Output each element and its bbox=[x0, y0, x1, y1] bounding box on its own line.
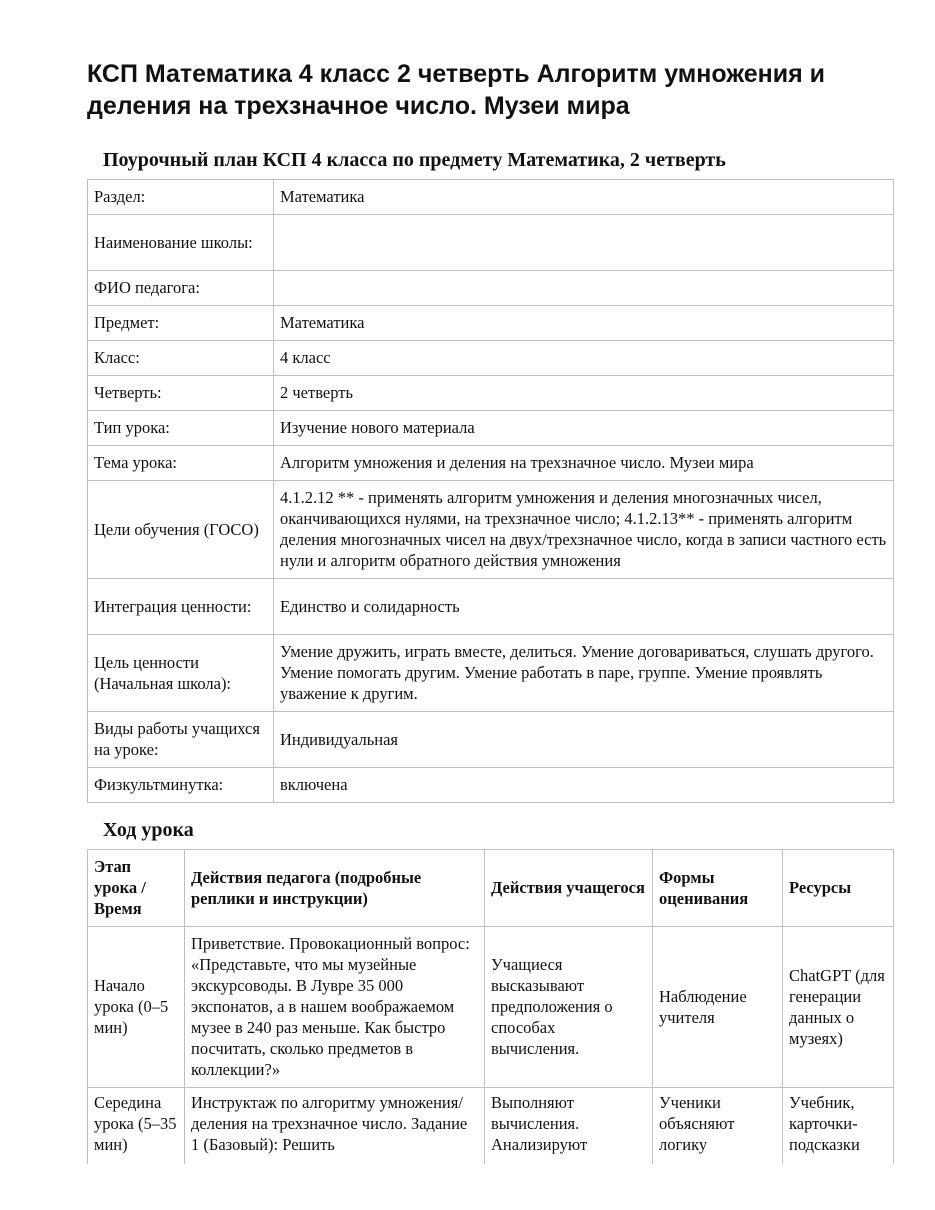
plan-value: 2 четверть bbox=[274, 376, 894, 411]
plan-label: Интеграция ценности: bbox=[88, 579, 274, 635]
plan-label: Предмет: bbox=[88, 306, 274, 341]
stage-cell: Середина урока (5–35 мин) bbox=[88, 1088, 185, 1178]
plan-value: Изучение нового материала bbox=[274, 411, 894, 446]
table-row bbox=[88, 446, 894, 481]
page-title: КСП Математика 4 класс 2 четверть Алгоритм умножения и деления на трехзначное число. Музеи мира bbox=[87, 60, 826, 120]
table-row bbox=[88, 271, 894, 306]
plan-label: ФИО педагога: bbox=[88, 271, 274, 306]
plan-value: Математика bbox=[274, 180, 894, 215]
plan-value: включена bbox=[274, 768, 894, 803]
assessment-cell: Ученики объясняют логику bbox=[653, 1088, 783, 1178]
column-header-stage: Этап урока / Время bbox=[88, 850, 185, 927]
plan-label: Тип урока: bbox=[88, 411, 274, 446]
table-row bbox=[88, 341, 894, 376]
plan-label: Цель ценности (Начальная школа): bbox=[88, 635, 274, 712]
resources-cell: ChatGPT (для генерации данных о музеях) bbox=[783, 927, 894, 1088]
assessment-cell: Наблюдение учителя bbox=[653, 927, 783, 1088]
table-row bbox=[88, 306, 894, 341]
table-row bbox=[88, 927, 894, 1088]
teacher-actions-cell: Приветствие. Провокационный вопрос: «Представьте, что мы музейные экскурсоводы. В Лувре 35 000 экспонатов, а в нашем воображаемом музее в 240 раз меньше. Как быстро посчитать, сколько предметов в коллекции?» bbox=[185, 927, 485, 1088]
table-row bbox=[88, 481, 894, 579]
plan-value: Математика bbox=[274, 306, 894, 341]
plan-label: Тема урока: bbox=[88, 446, 274, 481]
lesson-flow-table bbox=[87, 849, 894, 1178]
page-bottom-margin bbox=[0, 1164, 935, 1210]
resources-cell: Учебник, карточки-подсказки bbox=[783, 1088, 894, 1178]
column-header-assessment: Формы оценивания bbox=[653, 850, 783, 927]
table-row bbox=[88, 180, 894, 215]
table-row bbox=[88, 768, 894, 803]
stage-cell: Начало урока (0–5 мин) bbox=[88, 927, 185, 1088]
plan-value: Единство и солидарность bbox=[274, 579, 894, 635]
table-row bbox=[88, 712, 894, 768]
plan-value: 4 класс bbox=[274, 341, 894, 376]
plan-value: Индивидуальная bbox=[274, 712, 894, 768]
table-row bbox=[88, 376, 894, 411]
plan-heading: Поурочный план КСП 4 класса по предмету Математика, 2 четверть bbox=[103, 149, 726, 171]
student-actions-cell: Учащиеся высказывают предположения о способах вычисления. bbox=[485, 927, 653, 1088]
plan-value: Алгоритм умножения и деления на трехзначное число. Музеи мира bbox=[274, 446, 894, 481]
table-row bbox=[88, 411, 894, 446]
plan-value: 4.1.2.12 ** - применять алгоритм умножения и деления многозначных чисел, оканчивающихся нулями, на трехзначное число; 4.1.2.13** - применять алгоритм деления многозначных чисел на двух/трехзначное число, когда в записи частного есть нули и алгоритм обратного действия умножения bbox=[274, 481, 894, 579]
plan-value: Умение дружить, играть вместе, делиться. Умение договариваться, слушать другого. Умение помогать другим. Умение работать в паре, группе. Умение проявлять уважение к другим. bbox=[274, 635, 894, 712]
plan-label: Цели обучения (ГОСО) bbox=[88, 481, 274, 579]
plan-label: Наименование школы: bbox=[88, 215, 274, 271]
plan-label: Виды работы учащихся на уроке: bbox=[88, 712, 274, 768]
table-header-row bbox=[88, 850, 894, 927]
lesson-plan-table bbox=[87, 179, 894, 803]
student-actions-cell: Выполняют вычисления. Анализируют bbox=[485, 1088, 653, 1178]
plan-label: Физкультминутка: bbox=[88, 768, 274, 803]
table-row bbox=[88, 635, 894, 712]
column-header-resources: Ресурсы bbox=[783, 850, 894, 927]
plan-label: Раздел: bbox=[88, 180, 274, 215]
plan-value bbox=[274, 271, 894, 306]
teacher-actions-cell: Инструктаж по алгоритму умножения/деления на трехзначное число. Задание 1 (Базовый): Решить bbox=[185, 1088, 485, 1178]
table-row bbox=[88, 215, 894, 271]
column-header-teacher-actions: Действия педагога (подробные реплики и инструкции) bbox=[185, 850, 485, 927]
lesson-flow-heading: Ход урока bbox=[103, 819, 194, 841]
plan-value bbox=[274, 215, 894, 271]
table-row bbox=[88, 579, 894, 635]
column-header-student-actions: Действия учащегося bbox=[485, 850, 653, 927]
plan-label: Класс: bbox=[88, 341, 274, 376]
plan-label: Четверть: bbox=[88, 376, 274, 411]
